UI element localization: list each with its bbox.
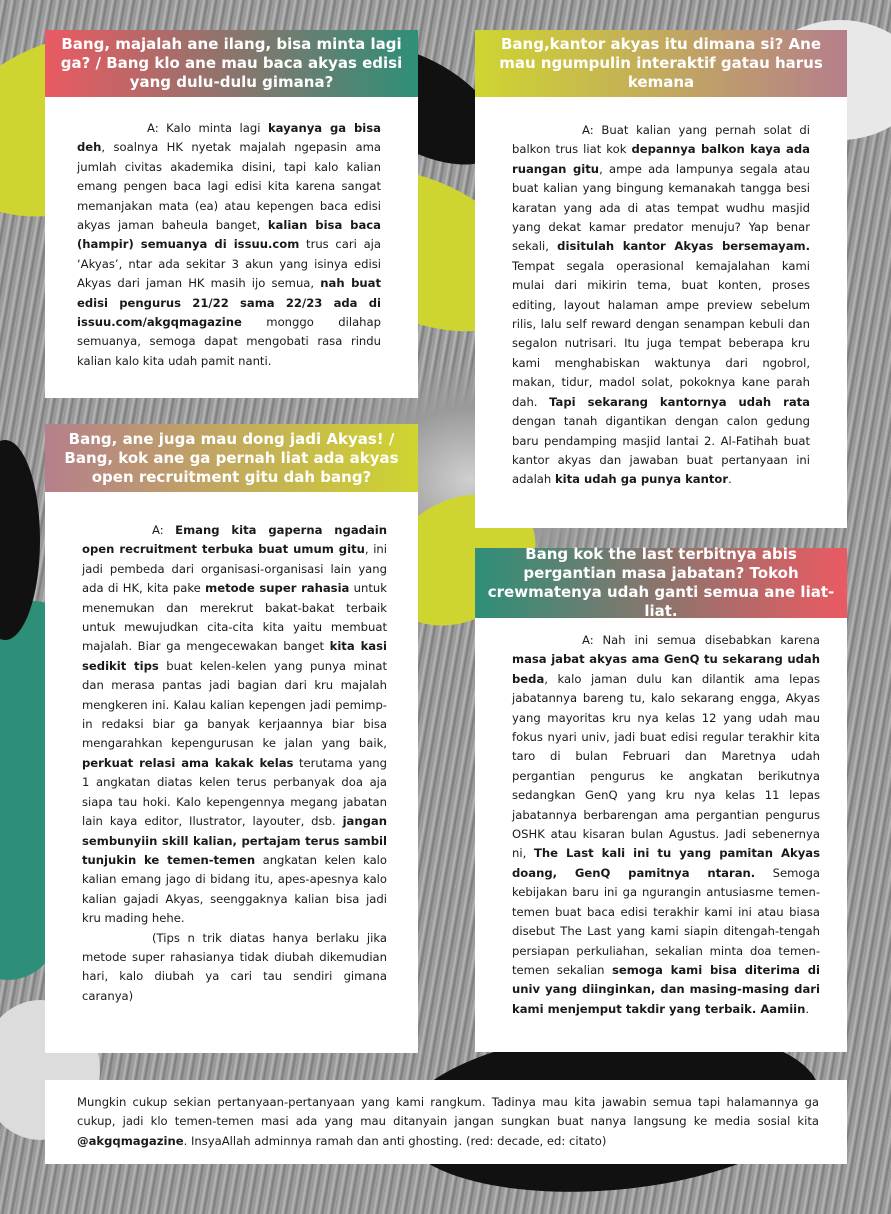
question-title-3: Bang, ane juga mau dong jadi Akyas! / Bang, kok ane ga pernah liat ada akyas open recruitment gitu dah bang? <box>45 424 418 492</box>
answer-text-2: A: Buat kalian yang pernah solat di balkon trus liat kok depannya balkon kaya ada ruangan gitu, ampe ada lampunya segala atau buat kalian yang bingung kemanakah tangga besi karatan yang ada di atas tempat wudhu masjid yang dekat kamar predator menuju? Yap benar sekali, disitulah kantor Akyas bersemayam. Tempat segala operasional kemajalahan kami mulai dari mikirin tema, buat konten, proses editing, layout halaman ampe preview sebelum rilis, lalu self reward dengan senampan kebuli dan segalon nutrisari. Itu juga tempat beberapa kru kami menghabiskan waktunya dari ngobrol, makan, tidur, madol solat, pokoknya kane parah dah. Tapi sekarang kantornya udah rata dengan tanah digantikan dengan calon gedung baru pendamping masjid lantai 2. Al-Fatihah buat kantor akyas dan jawaban buat pertanyaan ini adalah kita udah ga punya kantor. <box>512 123 811 487</box>
question-card-2 <box>475 30 847 528</box>
answer-text-4: A: Nah ini semua disebabkan karena masa jabat akyas ama GenQ tu sekarang udah beda, kalo jaman dulu kan dilantik ama lepas jabatannya bareng tu, kalo sekarang engga, Akyas yang mayoritas kru nya kelas 12 yang udah mau fokus nyari univ, jadi buat edisi regular terakhir kita taro di bulan Februari dan Maretnya udah pergantian pengurus ke angkatan berikutnya sedangkan GenQ yang kru nya kelas 11 lepas jabatannya berbarengan ama pergantian pengurus OSHK atau kisaran bulan Agustus. Jadi sebenernya ni, The Last kali ini tu yang pamitan Akyas doang, GenQ pamitnya ntaran. Semoga kebijakan baru ini ga ngurangin antusiasme temen-temen buat baca edisi terakhir kami ini atau biasa disebut The Last yang kami siapin ditengah-tengah persiapan perkuliahan, sekalian minta doa temen-temen sekalian semoga kami bisa diterima di univ yang diinginkan, dan masing-masing dari kami menjemput takdir yang terbaik. Aamiin. <box>512 633 820 1016</box>
question-title-2: Bang,kantor akyas itu dimana si? Ane mau ngumpulin interaktif gatau harus kemana <box>475 30 847 97</box>
closing-note <box>45 1080 847 1164</box>
answer-note-3: (Tips n trik diatas hanya berlaku jika metode super rahasianya tidak diubah dikemudian hari, kalo diubah ya cari tau sendiri gimana caranya) <box>82 930 387 1003</box>
answer-text-3: A: Emang kita gaperna ngadain open recruitment terbuka buat umum gitu, ini jadi pembeda dari organisasi-organisasi lain yang ada di HK, kita pake metode super rahasia untuk menemukan dan merekrut bakat-bakat terbaik untuk mewujudkan cita-cita kita yaitu membuat majalah. Biar ga mengecewakan banget kita kasi sedikit tips buat kelen-kelen yang punya minat dan merasa pantas jadi bagian dari kru majalah mengkeren ini. Kalau kalian kepengen jadi pemimp-in redaksi biar ga banyak kerjaannya biar bisa mengarahkan kepengurusan ke jalan yang baik, perkuat relasi ama kakak kelas terutama yang 1 angkatan diatas kelen terus perbanyak doa aja siapa tau hoki. Kalo kepengennya megang jabatan lain kaya editor, Ilustrator, layouter, dsb. jangan sembunyiin skill kalian, pertajam terus sambil tunjukin ke temen-temen angkatan kelen kalo kalian emang jago di bidang itu, apes-apesnya kalo kalian gajadi Akyas, seenggaknya kalian bisa jadi kru mading hehe. (Tips n trik diatas hanya berlaku jika metode super rahasianya tidak diubah dikemudian hari, kalo diubah ya cari tau sendiri gimana caranya) <box>82 521 387 1006</box>
question-card-1 <box>45 30 418 398</box>
answer-text-1: A: Kalo minta lagi kayanya ga bisa deh, soalnya HK nyetak majalah ngepasin ama jumlah civitas akademika disini, tapi kalo kalian emang pengen baca lagi edisi kita karena sangat memanjakan mata (ea) atau kepengen baca edisi akyas jaman baheula banget, kalian bisa baca (hampir) semuanya di issuu.com trus cari aja ‘Akyas’, ntar ada sekitar 3 akun yang isinya edisi Akyas dari jaman HK masih ijo semua, nah buat edisi pengurus 21/22 sama 22/23 ada di issuu.com/akgqmagazine monggo dilahap semuanya, semoga dapat mengobati rasa rindu kalian kalo kita udah pamit nanti. <box>77 121 382 368</box>
question-title-1: Bang, majalah ane ilang, bisa minta lagi ga? / Bang klo ane mau baca akyas edisi yang dulu-dulu gimana? <box>45 30 418 97</box>
question-title-4: Bang kok the last terbitnya abis pergantian masa jabatan? Tokoh crewmatenya udah ganti semua ane liat-liat. <box>475 548 847 618</box>
closing-note-text: Mungkin cukup sekian pertanyaan-pertanyaan yang kami rangkum. Tadinya mau kita jawabin semua tapi halamannya ga cukup, jadi klo temen-temen masi ada yang mau ditanyain jangan sungkan buat nanya langsung ke media sosial kita @akgqmagazine. InsyaAllah adminnya ramah dan anti ghosting. (red: decade, ed: citato) <box>77 1095 819 1148</box>
question-card-4 <box>475 545 847 1052</box>
question-card-3 <box>45 424 418 1053</box>
